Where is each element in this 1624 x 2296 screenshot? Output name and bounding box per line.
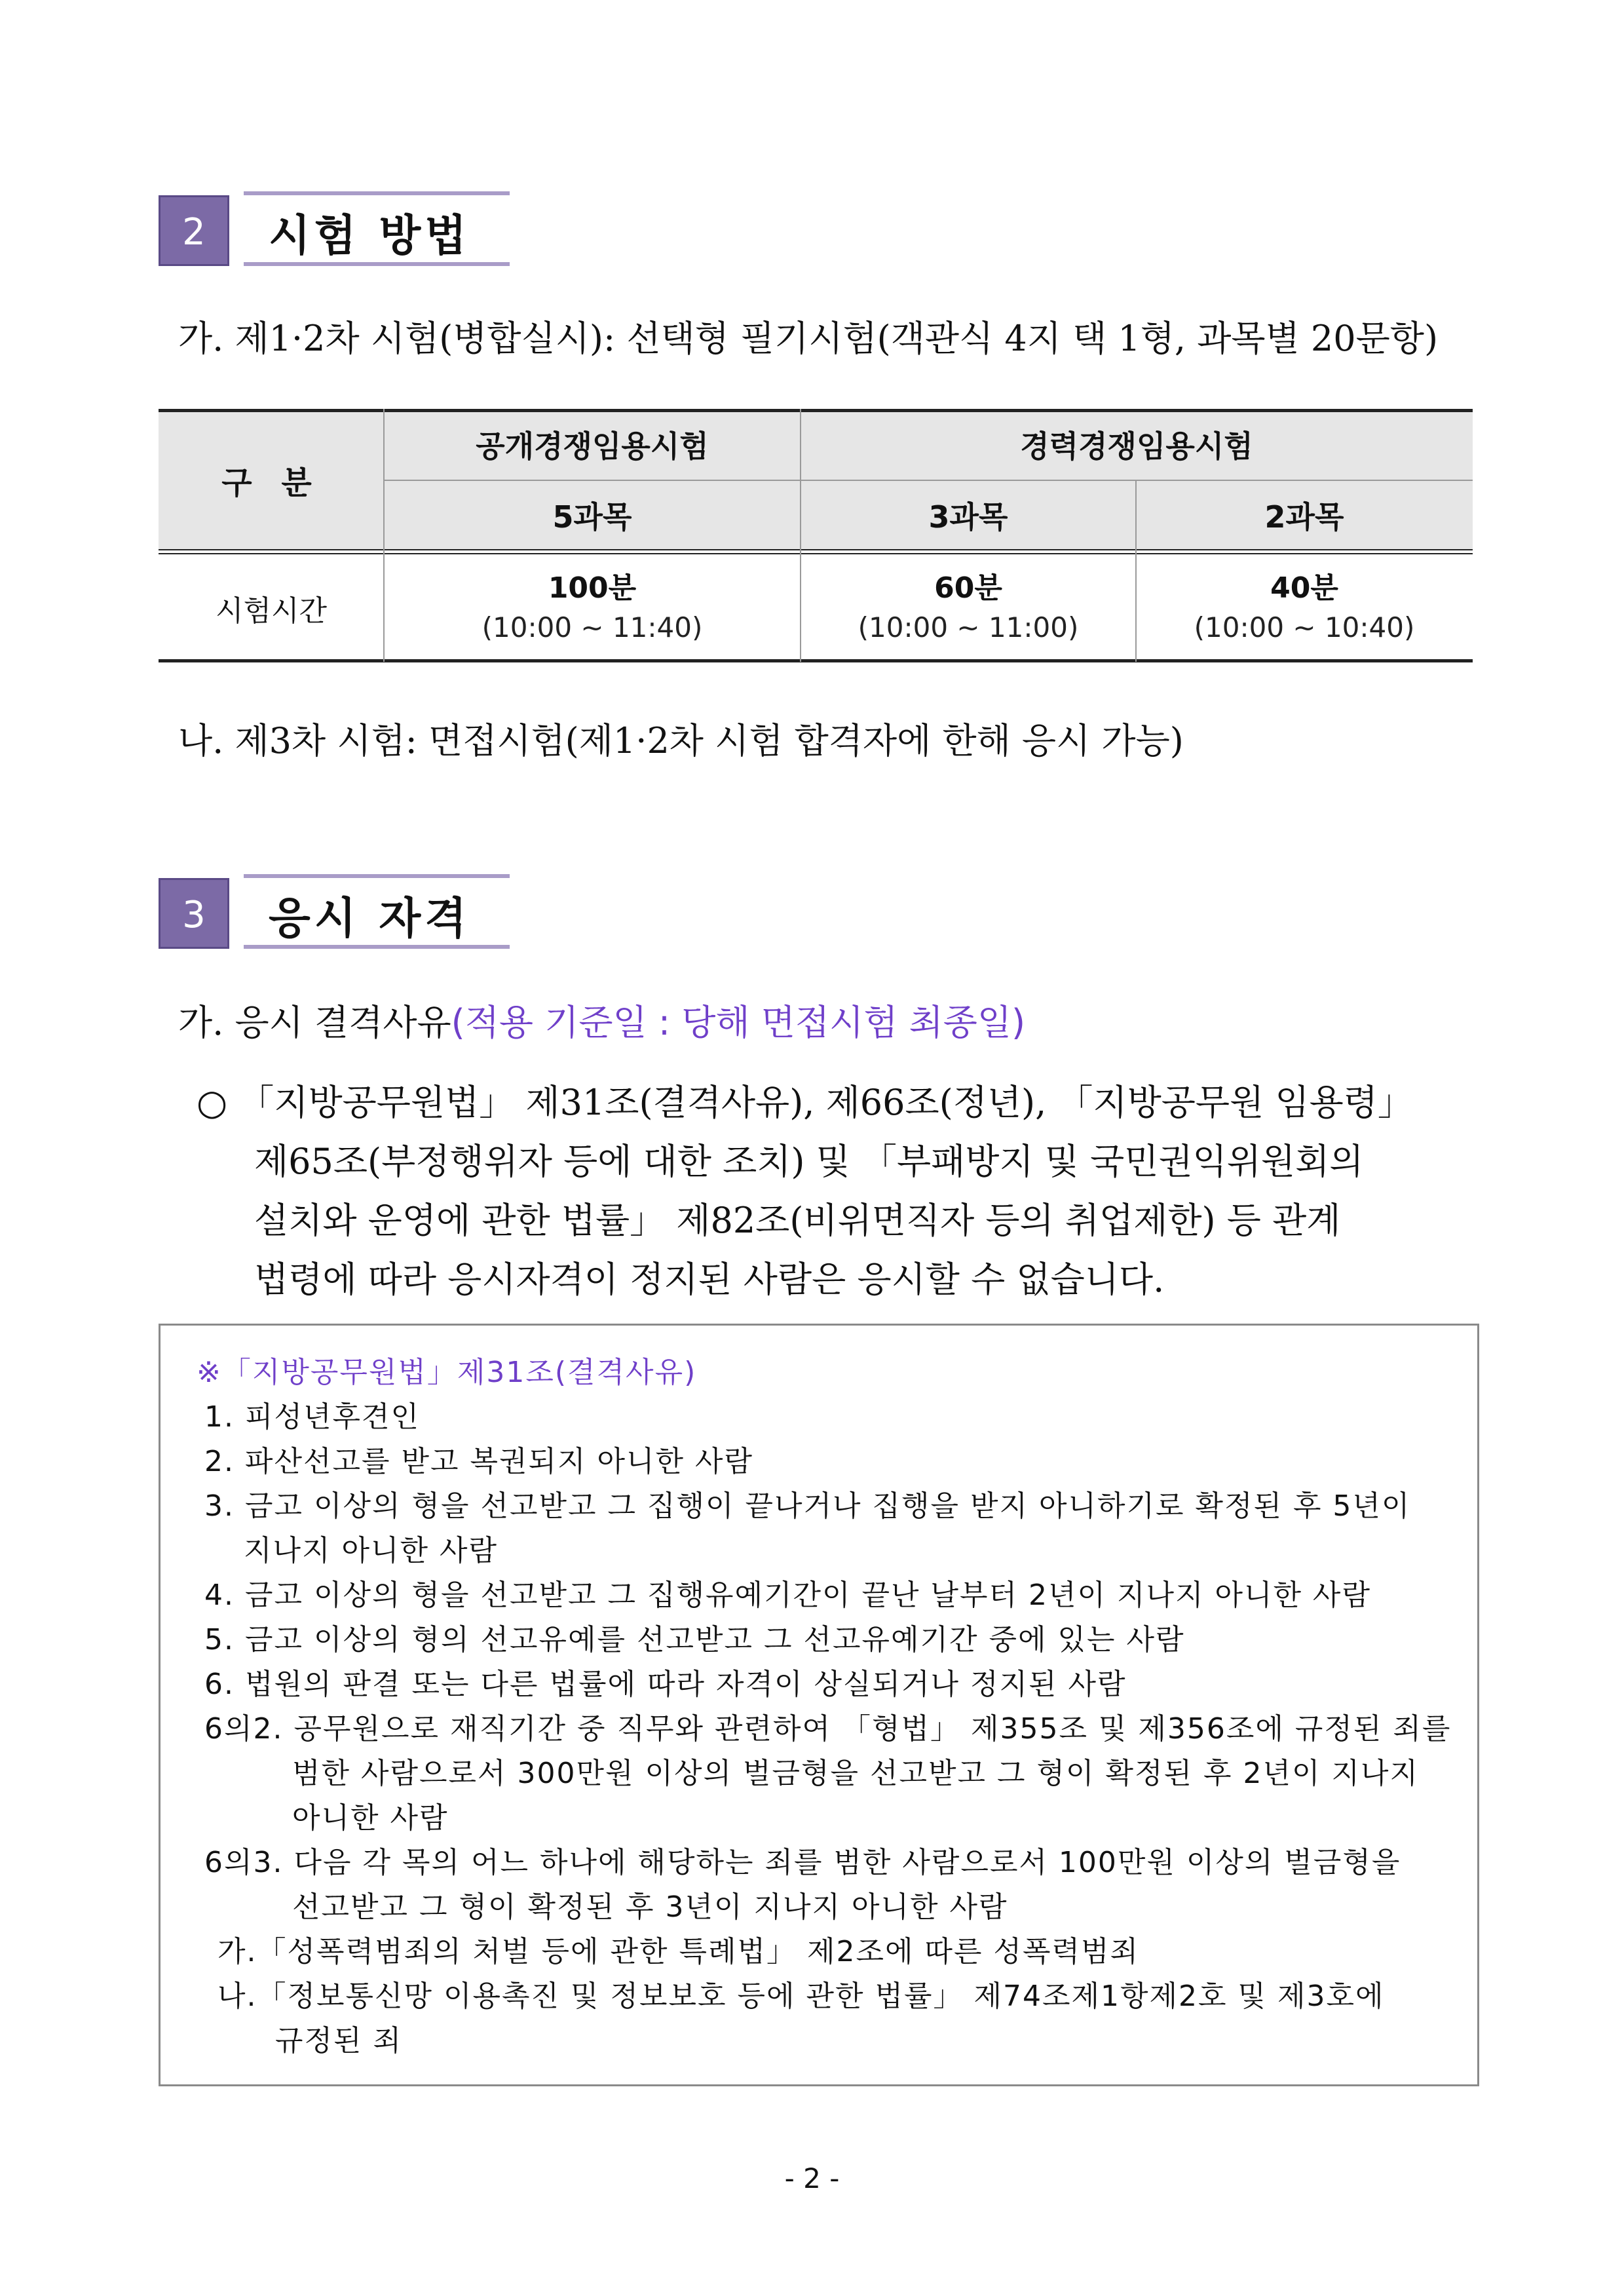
list-item: 1. 피성년후견인 (204, 1400, 420, 1434)
table-divider (383, 409, 385, 662)
list-item: 아니한 사람 (292, 1801, 449, 1835)
table-group-open: 공개경쟁임용시험 (384, 409, 801, 480)
list-item: 선고받고 그 형이 확정된 후 3년이 지나지 아니한 사람 (292, 1890, 1008, 1924)
box-title: ※「지방공무원법」제31조(결격사유) (197, 1356, 697, 1389)
list-item: 6의2. 공무원으로 재직기간 중 직무와 관련하여 「형법」 제355조 및 제356조에 규정된 죄를 (204, 1712, 1452, 1746)
paragraph-line: ○ 「지방공무원법」 제31조(결격사유), 제66조(정년), 「지방공무원 임용령」 (197, 1082, 1413, 1123)
duration-value: 100분 (548, 571, 637, 605)
item-label: 가. 응시 결격사유 (178, 1002, 451, 1043)
heading-rule-top (244, 874, 510, 878)
list-item: 규정된 죄 (275, 2024, 403, 2057)
table-cell-5 (384, 554, 801, 662)
time-range: (10:00 ~ 10:40) (1194, 611, 1415, 643)
table-row-header: 구 분 (159, 409, 384, 550)
table-header-double-line (159, 549, 1473, 550)
table-sub-5: 5과목 (384, 480, 801, 550)
reference-date-note: (적용 기준일 : 당해 면접시험 최종일) (451, 1002, 1026, 1043)
section-number-badge: 3 (159, 878, 229, 949)
table-divider (1135, 480, 1137, 662)
list-item: 2. 파산선고를 받고 복권되지 아니한 사람 (204, 1445, 753, 1478)
section-title: 시험 방법 (269, 210, 471, 261)
paragraph-line: 설치와 운영에 관한 법률」 제82조(비위면직자 등의 취업제한) 등 관계 (254, 1200, 1341, 1241)
list-item: 나.「정보통신망 이용촉진 및 정보보호 등에 관한 법률」 제74조제1항제2호 및 제3호에 (217, 1980, 1385, 2013)
list-item: 5. 금고 이상의 형의 선고유예를 선고받고 그 선고유예기간 중에 있는 사람 (204, 1623, 1185, 1656)
eligibility-item-ga (178, 995, 1025, 1045)
exam-method-item-na: 나. 제3차 시험: 면접시험(제1·2차 시험 합격자에 한해 응시 가능) (178, 720, 1184, 761)
table-cell-2 (1136, 554, 1473, 662)
table-top-border (159, 409, 1473, 412)
heading-rule-bottom (244, 945, 510, 949)
list-item: 3. 금고 이상의 형을 선고받고 그 집행이 끝나거나 집행을 받지 아니하기로 확정된 후 5년이 (204, 1489, 1411, 1523)
section-title: 응시 자격 (269, 893, 471, 944)
table-group-career: 경력경쟁임용시험 (801, 409, 1473, 480)
paragraph-line: 제65조(부정행위자 등에 대한 조치) 및 「부패방지 및 국민권익위원회의 (254, 1141, 1364, 1182)
heading-rule-bottom (244, 262, 510, 266)
table-bottom-border (159, 659, 1473, 662)
page-number: - 2 - (784, 2162, 840, 2194)
duration-value: 60분 (934, 571, 1002, 605)
duration-value: 40분 (1270, 571, 1338, 605)
list-item: 6의3. 다음 각 목의 어느 하나에 해당하는 죄를 범한 사람으로서 100만원 이상의 벌금형을 (204, 1846, 1401, 1879)
list-item: 6. 법원의 판결 또는 다른 법률에 따라 자격이 상실되거나 정지된 사람 (204, 1668, 1127, 1701)
time-range: (10:00 ~ 11:00) (858, 611, 1079, 643)
section-number-badge: 2 (159, 195, 229, 266)
list-item: 가.「성폭력범죄의 처벌 등에 관한 특례법」 제2조에 따른 성폭력범죄 (217, 1935, 1139, 1968)
table-cell-3 (801, 554, 1136, 662)
table-header-double-line (159, 553, 1473, 554)
table-row-label: 시험시간 (215, 594, 327, 628)
table-sub-2: 2과목 (1136, 480, 1473, 550)
time-range: (10:00 ~ 11:40) (482, 611, 703, 643)
list-item: 지나지 아니한 사람 (244, 1534, 499, 1567)
paragraph-line: 법령에 따라 응시자격이 정지된 사람은 응시할 수 없습니다. (254, 1259, 1165, 1300)
list-item: 4. 금고 이상의 형을 선고받고 그 집행유예기간이 끝난 날부터 2년이 지나지 아니한 사람 (204, 1578, 1371, 1612)
exam-method-item-ga: 가. 제1·2차 시험(병합실시): 선택형 필기시험(객관식 4지 택 1형, 과목별 20문항) (178, 318, 1439, 359)
list-item: 범한 사람으로서 300만원 이상의 벌금형을 선고받고 그 형이 확정된 후 2년이 지나지 (292, 1757, 1419, 1790)
table-sub-3: 3과목 (801, 480, 1136, 550)
exam-schedule-table (159, 409, 1473, 662)
table-divider (800, 409, 801, 662)
table-divider (384, 480, 1473, 481)
heading-rule-top (244, 191, 510, 195)
